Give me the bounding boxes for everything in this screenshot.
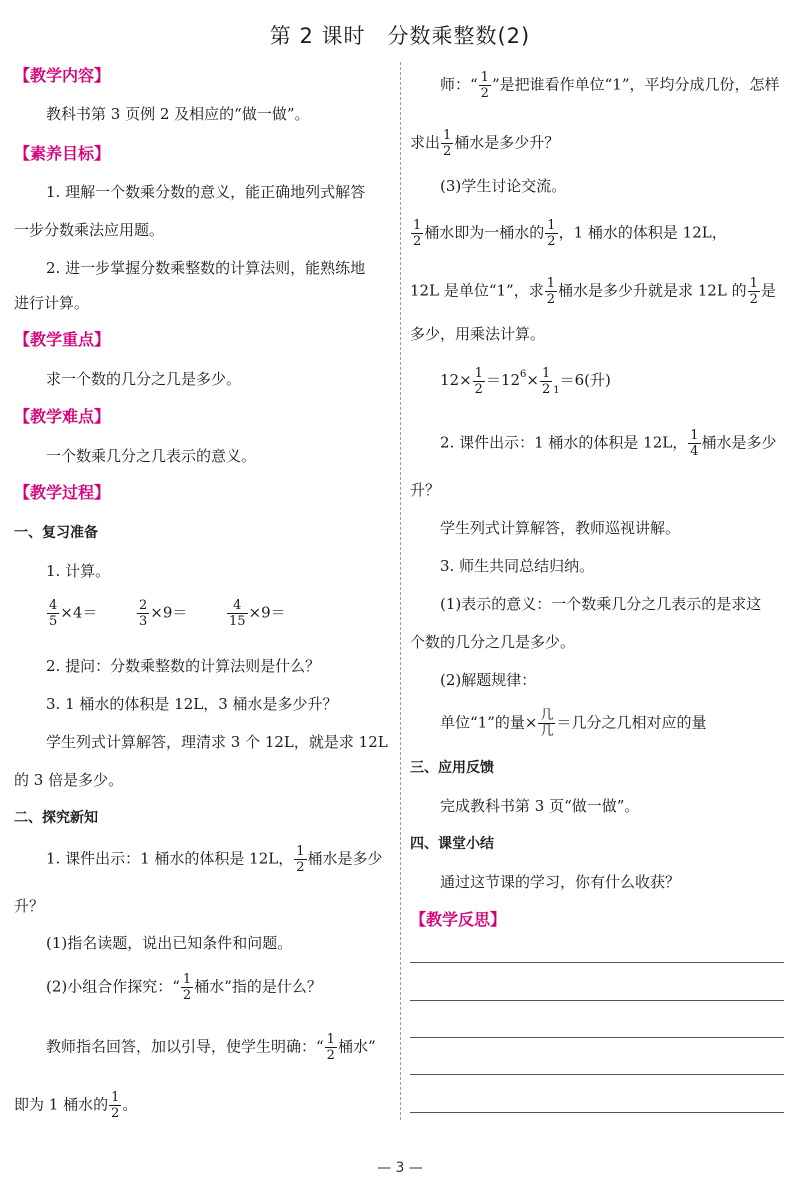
equation: 12× $\frac{1}{2}$ $=12^6\times$ $\frac{1}{2}$ $_1$＝6(升) <box>440 365 611 397</box>
paragraph: 求出 $\frac{1}{2}$ 桶水是多少升？ <box>410 128 560 159</box>
answer-line <box>410 1037 784 1038</box>
fraction: $\frac{1}{2}$ <box>182 972 192 1003</box>
paragraph: $\frac{1}{2}$ 桶水即为一桶水的 $\frac{1}{2}$ ，1 桶水的体积是 12L， <box>413 218 727 249</box>
fraction: $\frac{1}{2}$ <box>546 276 555 307</box>
fraction: $\frac{1}{2}$ <box>443 128 452 159</box>
paragraph: 多少，用乘法计算。 <box>410 325 546 343</box>
heading-teaching-content: 【教学内容】 <box>14 66 111 85</box>
heading-key-points: 【教学重点】 <box>14 330 111 349</box>
paragraph: 1. 理解一个数乘分数的意义，能正确地列式解答 <box>46 183 366 201</box>
paragraph: (3)学生讨论交流。 <box>440 177 567 195</box>
paragraph: 求一个数的几分之几是多少。 <box>46 370 242 388</box>
paragraph: 即为 1 桶水的 $\frac{1}{2}$ 。 <box>14 1090 138 1121</box>
answer-line <box>410 962 784 963</box>
paragraph: 教科书第 3 页例 2 及相应的“做一做”。 <box>46 105 310 123</box>
fraction: $\frac{1}{2}$ <box>474 365 483 397</box>
fraction: $\frac{1}{2}$ <box>480 70 489 101</box>
paragraph: 进行计算。 <box>14 294 90 312</box>
fraction: $\frac{2}{3}$ <box>139 598 148 629</box>
fraction: $\frac{\text{几}}{\text{几}}$ <box>540 708 554 739</box>
fraction: $\frac{4}{15}$ <box>229 598 246 629</box>
calc-expression: $\frac{4}{15}$ ×9＝ <box>229 598 286 629</box>
fraction: $\frac{4}{5}$ <box>49 598 58 629</box>
paragraph: 学生列式计算解答，教师巡视讲解。 <box>440 519 681 537</box>
paragraph: 学生列式计算解答，理清求 3 个 12L，就是求 12L <box>46 733 388 751</box>
paragraph: 1. 计算。 <box>46 562 111 580</box>
fraction: $\frac{1}{2}$ <box>296 844 305 875</box>
paragraph: 升？ <box>14 897 45 915</box>
paragraph: 通过这节课的学习，你有什么收获？ <box>440 873 681 891</box>
fraction: $\frac{1}{2}$ <box>326 1032 335 1063</box>
heading-process: 【教学过程】 <box>14 483 111 502</box>
paragraph: (1)指名读题，说出已知条件和问题。 <box>46 934 293 952</box>
paragraph: 完成教科书第 3 页“做一做”。 <box>440 797 640 815</box>
paragraph: 2. 课件出示：1 桶水的体积是 12L， $\frac{1}{4}$ 桶水是多少 <box>440 428 777 459</box>
answer-line <box>410 1074 784 1075</box>
page-number: — 3 — <box>377 1160 423 1176</box>
paragraph: 教师指名回答，加以引导，使学生明确：“ $\frac{1}{2}$ 桶水” <box>46 1032 376 1063</box>
paragraph: 3. 师生共同总结归纳。 <box>440 557 595 575</box>
heading-reflection: 【教学反思】 <box>410 910 507 929</box>
fraction: $\frac{1}{2}$ <box>413 218 422 249</box>
paragraph: 升？ <box>410 481 441 499</box>
section-feedback: 三、应用反馈 <box>410 760 494 776</box>
paragraph: 2. 进一步掌握分数乘整数的计算法则，能熟练地 <box>46 259 366 277</box>
section-summary: 四、课堂小结 <box>410 836 494 852</box>
column-divider <box>400 62 401 1120</box>
page-title: 第 2 课时 分数乘整数(2) <box>269 24 531 48</box>
rule-formula: 单位“1”的量× $\frac{\text{几}}{\text{几}}$ ＝几分之几相对应的量 <box>440 708 707 739</box>
paragraph: 2. 提问：分数乘整数的计算法则是什么？ <box>46 657 321 675</box>
fraction: $\frac{1}{2}$ <box>749 276 758 307</box>
paragraph: 的 3 倍是多少。 <box>14 771 124 789</box>
heading-difficulties: 【教学难点】 <box>14 407 111 426</box>
paragraph: 12L 是单位“1”，求 $\frac{1}{2}$ 桶水是多少升就是求 12L 的 $\frac{1}{2}$ 是 <box>410 276 776 307</box>
answer-line <box>410 1000 784 1001</box>
fraction: $\frac{1}{2}$ <box>547 218 556 249</box>
heading-goals: 【素养目标】 <box>14 144 111 163</box>
calc-expression: $\frac{4}{5}$ ×4＝ <box>49 598 98 629</box>
paragraph: 一个数乘几分之几表示的意义。 <box>46 447 257 465</box>
answer-line <box>410 1112 784 1113</box>
paragraph: 一步分数乘法应用题。 <box>14 221 165 239</box>
paragraph: (1)表示的意义：一个数乘几分之几表示的是求这 <box>440 595 762 613</box>
paragraph: 师：“ $\frac{1}{2}$ ”是把谁看作单位“1”，平均分成几份，怎样 <box>440 70 780 101</box>
paragraph: 3. 1 桶水的体积是 12L，3 桶水是多少升？ <box>46 695 338 713</box>
fraction: $\frac{1}{2}$ <box>541 365 551 397</box>
fraction: $\frac{1}{2}$ <box>111 1090 120 1121</box>
paragraph: 个数的几分之几是多少。 <box>410 633 576 651</box>
section-explore: 二、探究新知 <box>14 810 98 826</box>
paragraph: 1. 课件出示：1 桶水的体积是 12L， $\frac{1}{2}$ 桶水是多少 <box>46 844 383 875</box>
paragraph: (2)小组合作探究：“ $\frac{1}{2}$ 桶水”指的是什么？ <box>46 972 322 1003</box>
calc-expression: $\frac{2}{3}$ ×9＝ <box>139 598 188 629</box>
paragraph: (2)解题规律： <box>440 671 537 689</box>
section-review: 一、复习准备 <box>14 525 98 541</box>
fraction: $\frac{1}{4}$ <box>690 428 699 459</box>
